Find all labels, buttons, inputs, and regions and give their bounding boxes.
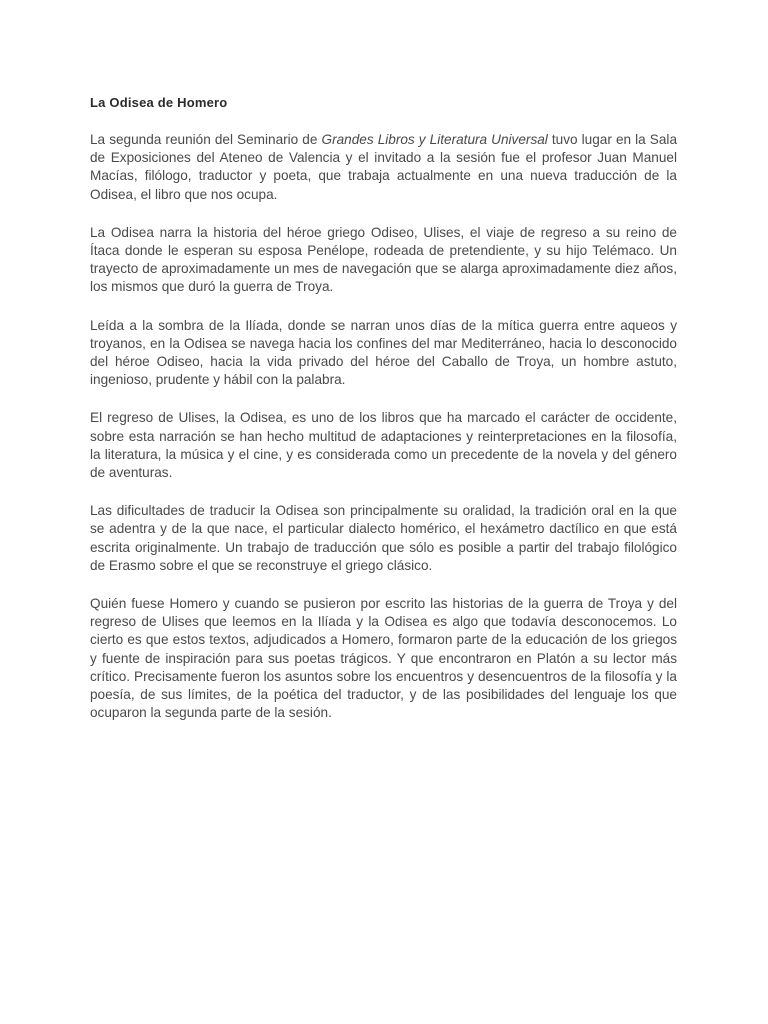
paragraph-5: Las dificultades de traducir la Odisea son principalmente su oralidad, la tradición oral en la que se adentra y de la que nace, el particular dialecto homérico, el hexámetro dactílico en que está escrita originalmente. Un trabajo de traducción que sólo es posible a partir del trabajo filológico de Erasmo sobre el que se reconstruye el griego clásico. (90, 503, 677, 573)
paragraph-1-text-end: tuvo lugar en la Sala de Exposiciones del Ateneo de Valencia y el invitado a la sesión fue el profesor Juan Manuel Macías, filólogo, traductor y poeta, que trabaja actualmente en una nueva traducción de la Odisea, el libro que nos ocupa. (90, 132, 678, 202)
paragraph-6: Quién fuese Homero y cuando se pusieron por escrito las historias de la guerra de Troya y del regreso de Ulises que leemos en la Ilíada y la Odisea es algo que todavía desconocemos. Lo cierto es que estos textos, adjudicados a Homero, formaron parte de la educación de los griegos y fuente de inspiración para sus poetas trágicos. Y que encontraron en Platón a su lector más crítico. Precisamente fueron los asuntos sobre los encuentros y desencuentros de la filosofía y la poesía, de sus límites, de la poética del traductor, y de las posibilidades del lenguaje los que ocuparon la segunda parte de la sesión. (90, 596, 677, 721)
seminar-name-italic: Grandes Libros y Literatura Universal (321, 132, 548, 147)
paragraph-2: La Odisea narra la historia del héroe griego Odiseo, Ulises, el viaje de regreso a su reino de Ítaca donde le esperan su esposa Penélope, rodeada de pretendiente, y su hijo Telémaco. Un trayecto de aproximadamente un mes de navegación que se alarga aproximadamente diez años, los mismos que duró la guerra de Troya. (90, 224, 677, 295)
paragraph-1-text-start: La segunda reunión del Seminario de (90, 132, 322, 147)
paragraph-4: El regreso de Ulises, la Odisea, es uno de los libros que ha marcado el carácter de occidente, sobre esta narración se han hecho multitud de adaptaciones y reinterpretaciones en la filosofía, la literatura, la música y el cine, y es considerada como un precedente de la novela y del género de aventuras. (90, 410, 677, 481)
paragraph-3: Leída a la sombra de la Ilíada, donde se narran unos días de la mítica guerra entre aqueos y troyanos, en la Odisea se navega hacia los confines del mar Mediterráneo, hacia lo desconocido del héroe Odiseo, hacia la vida privado del héroe del Caballo de Troya, un hombre astuto, ingenioso, prudente y hábil con la palabra. (90, 317, 677, 388)
document-title: La Odisea de Homero (90, 95, 228, 110)
paragraph-1 (90, 131, 677, 204)
